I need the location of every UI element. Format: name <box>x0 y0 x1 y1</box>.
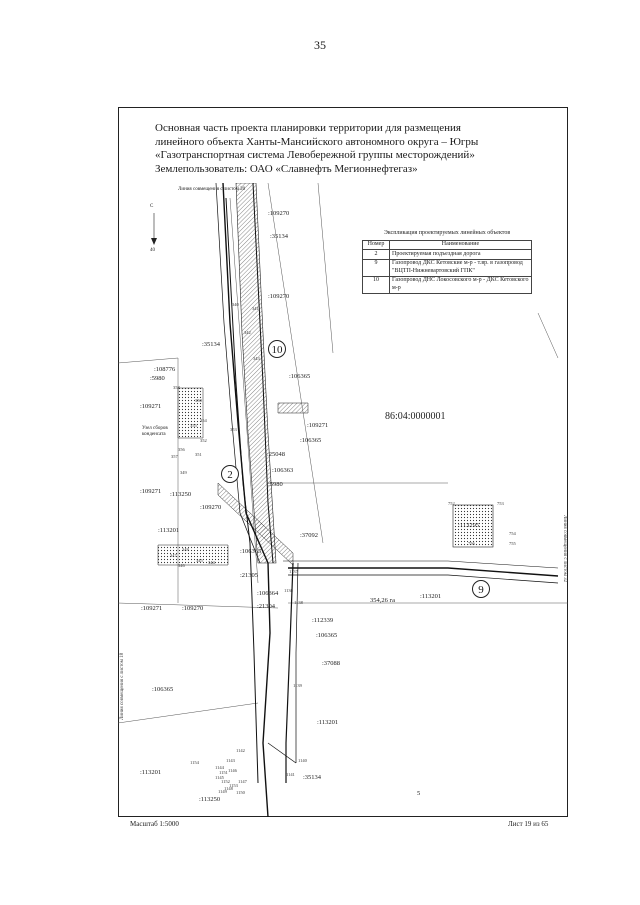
parcel-label: :106365 <box>300 437 322 444</box>
parcel-label: :25048 <box>267 451 286 458</box>
parcel-label: :109270 <box>182 605 204 612</box>
point-number: 755 <box>509 541 516 546</box>
point-number: 1147 <box>238 779 247 784</box>
north-arrow <box>151 213 157 245</box>
title-line-3: «Газотранспортная система Левобережной группы месторождений» <box>155 149 475 161</box>
point-number: 350 <box>195 398 202 403</box>
point-number: 344 <box>208 560 215 565</box>
match-line-left: Линия совмещения с листом 18 <box>120 652 125 720</box>
point-number: 1143 <box>226 758 235 763</box>
parcel-label: :35134 <box>202 341 221 348</box>
point-number: 354 <box>200 418 207 423</box>
match-line-top: Линия совмещения с листом 20 <box>178 187 246 192</box>
parcel-label: :106365 <box>240 548 262 555</box>
title-line-2: линейного объекта Ханты-Мансийского автономного округа – Югры <box>155 135 479 148</box>
legend-table <box>362 240 532 294</box>
object-marker-10: 10 <box>268 340 286 358</box>
parcel-label: :35134 <box>303 774 322 781</box>
point-number: 1148 <box>224 786 233 791</box>
sheet-label: Лист 19 из 65 <box>508 820 549 828</box>
parcel-label: :106363 <box>272 467 294 474</box>
object-marker-9: 9 <box>472 580 490 598</box>
legend-row-name: Проектируемая подъездная дорога <box>390 250 532 260</box>
point-number: 1152 <box>221 779 230 784</box>
point-number: 1142 <box>236 748 245 753</box>
parcel-label: :109270 <box>200 504 222 511</box>
point-number: 1139 <box>293 683 302 688</box>
point-number: 1140 <box>298 758 307 763</box>
point-number: 348 <box>182 547 189 552</box>
parcel-label: :113201 <box>317 719 339 726</box>
legend-row-number: 10 <box>363 276 390 293</box>
legend <box>362 230 532 294</box>
parcel-label: :5980 <box>150 375 165 382</box>
point-number: 345 <box>196 558 203 563</box>
legend-title: Экспликация проектируемых линейных объектов <box>383 230 511 236</box>
parcel-label: :113201 <box>140 769 162 776</box>
point-number: 1144 <box>215 765 224 770</box>
point-number: 753 <box>497 501 504 506</box>
point-number: 756 <box>468 541 475 546</box>
point-number: 343 <box>253 356 260 361</box>
parcel-label: :113201 <box>158 527 180 534</box>
point-number: 351 <box>195 452 202 457</box>
point-number: 342 <box>244 330 251 335</box>
parcel-label: :21305 <box>240 572 259 579</box>
parcel-label: :109271 <box>140 403 162 410</box>
parcel-label: :109271 <box>140 488 162 495</box>
parcel-label: :109271 <box>307 422 329 429</box>
page-number: 35 <box>314 38 326 52</box>
parcel-label: :113250 <box>170 491 192 498</box>
area-label: 354,26 га <box>370 597 396 604</box>
point-number: 358 <box>173 385 180 390</box>
title-line-4: Землепользователь: ОАО «Славнефть Мегионнефтегаз» <box>155 162 418 175</box>
small-note: 5 <box>417 790 421 797</box>
point-number: 353 <box>230 427 237 432</box>
title-line-1: Основная часть проекта планировки территории для размещения <box>155 122 461 134</box>
map-title <box>155 122 535 176</box>
point-number: 1153 <box>229 783 238 788</box>
north-scale: 40 <box>150 248 155 253</box>
point-number: 1138 <box>294 600 303 605</box>
point-number: 1146 <box>228 768 237 773</box>
parcel-label: :106364 <box>257 590 279 597</box>
parcel-label: :106365 <box>152 686 174 693</box>
point-number: 357 <box>171 454 178 459</box>
point-number: 1150 <box>236 790 245 795</box>
node-label: Узел сборов конденсата <box>142 426 168 437</box>
parcel-label: :109270 <box>268 293 290 300</box>
point-number: 356 <box>178 447 185 452</box>
point-number: 1151 <box>219 770 228 775</box>
object-marker-2: 2 <box>221 465 239 483</box>
point-number: 1154 <box>190 760 199 765</box>
legend-row-number: 9 <box>363 259 390 276</box>
parcel-label: :21304 <box>257 603 276 610</box>
parcel-label: :106365 <box>316 632 338 639</box>
point-number: 754 <box>509 531 516 536</box>
point-number: 1141 <box>286 772 295 777</box>
legend-row-number: 2 <box>363 250 390 260</box>
point-number: 352 <box>200 438 207 443</box>
point-number: 340 <box>232 302 239 307</box>
match-line-right: Линия совмещения с листом 32 <box>562 515 567 583</box>
point-number: 346 <box>178 563 185 568</box>
point-number: 355 <box>190 423 197 428</box>
parcel-label: :37092 <box>300 532 319 539</box>
point-number: 347 <box>170 553 177 558</box>
point-number: 752 <box>448 501 455 506</box>
legend-row <box>363 250 532 260</box>
scale-label: Масштаб 1:5000 <box>130 820 179 828</box>
parcel-label: :108776 <box>154 366 176 373</box>
legend-row-name: Газопровод ДНС Локосовского м-р - ДКС Кетовского м-р <box>390 276 532 293</box>
point-number: 1137 <box>289 569 298 574</box>
parcel-label: :109271 <box>141 605 163 612</box>
point-number: 1136 <box>284 588 293 593</box>
legend-row <box>363 259 532 276</box>
point-number: 349 <box>180 470 187 475</box>
cadastral-block-number: 86:04:0000001 <box>385 411 446 422</box>
parcel-label: :106365 <box>289 373 311 380</box>
parcel-label: :35134 <box>270 233 289 240</box>
north-letter: С <box>150 204 154 209</box>
legend-col-number: Номер <box>363 240 390 250</box>
parcel-label: :112339 <box>312 617 334 624</box>
point-number: 1149 <box>218 789 227 794</box>
legend-row <box>363 276 532 293</box>
parcel-label: :109270 <box>268 210 290 217</box>
parcel-label: :113250 <box>199 796 221 803</box>
point-number: 341 <box>252 306 259 311</box>
legend-col-name: Наименование <box>390 240 532 250</box>
point-number: 1145 <box>215 775 224 780</box>
parcel-label: :5980 <box>268 481 283 488</box>
parcel-label: :113295 <box>458 522 480 529</box>
parcel-label: :113201 <box>420 593 442 600</box>
legend-row-name: Газопровод ДКС Кетовские м-р - т.вр. в газопровод "ВЦТП-Нижневартовский ГПК" <box>390 259 532 276</box>
parcel-label: :37088 <box>322 660 341 667</box>
